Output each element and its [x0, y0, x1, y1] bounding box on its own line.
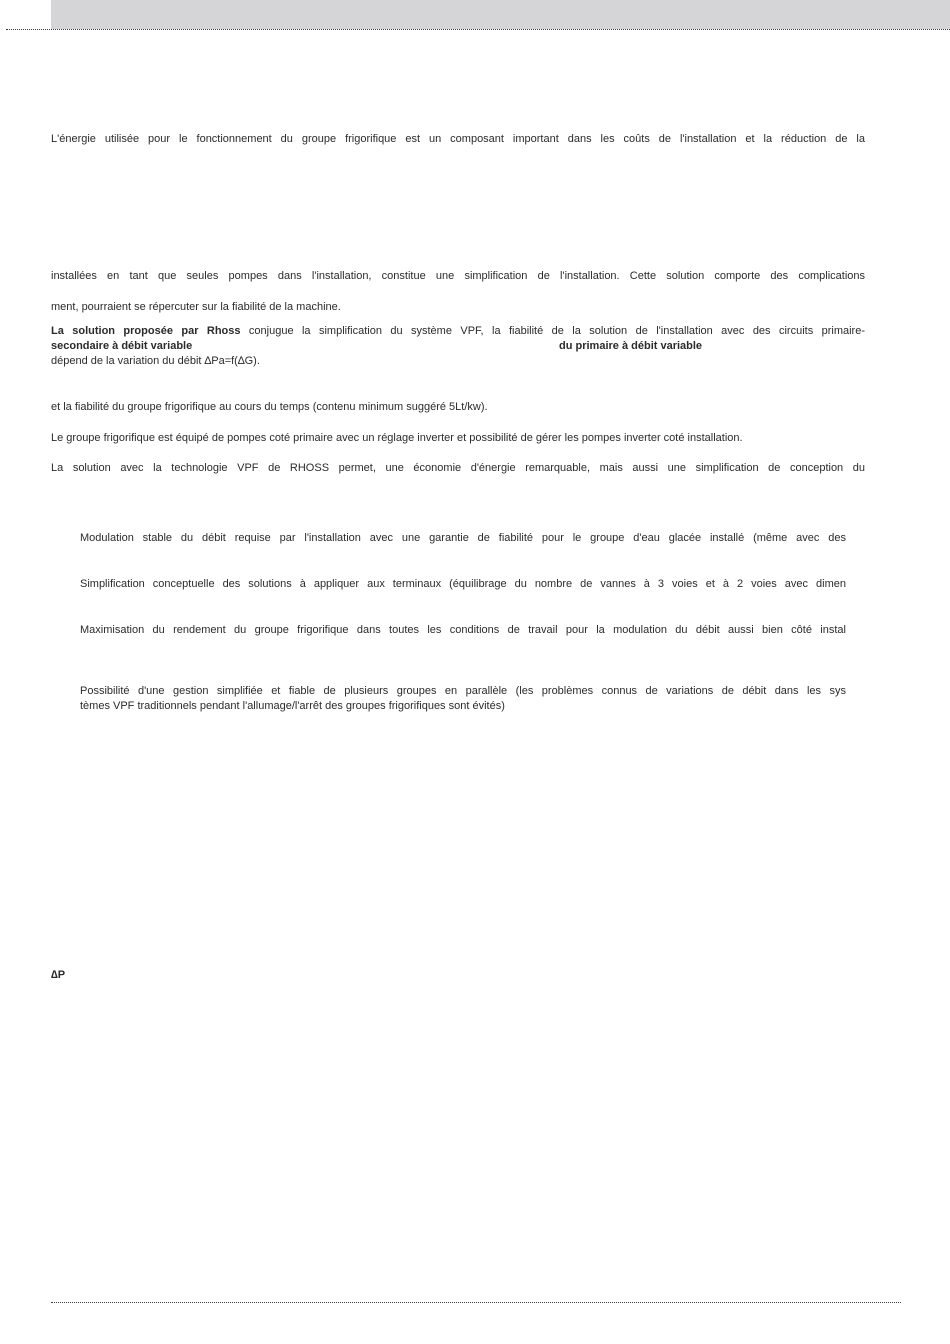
paragraph-pumps: installées en tant que seules pompes dans l'installation, constitue une simplification de l'installation. Cette solution comporte des complications — [51, 270, 865, 282]
variation-formula-end: G). — [244, 355, 260, 367]
primary-variable-flow: du primaire à débit variable — [559, 340, 703, 352]
delta-p-label — [51, 968, 65, 982]
solution-text: conjugue la simplification du système VPF, la fiabilité de la solution de l'installation avec des circuits primaire- — [240, 325, 865, 337]
variation-text: dépend de la variation du débit — [51, 355, 205, 367]
paragraph-reliability: ment, pourraient se répercuter sur la fiabilité de la machine. — [51, 301, 341, 313]
bullet-simplification: Simplification conceptuelle des solutions à appliquer aux terminaux (équilibrage du nombre de vannes à 3 voies et à 2 voies avec dimen — [80, 578, 846, 590]
pressure-letter: P — [57, 969, 66, 981]
solution-bold-text: La solution proposée par Rhoss — [51, 325, 241, 337]
paragraph-contents: et la fiabilité du groupe frigorifique au cours du temps (contenu minimum suggéré 5Lt/kw). — [51, 401, 488, 413]
top-divider — [6, 29, 950, 30]
paragraph-vpf: La solution avec la technologie VPF de RHOSS permet, une économie d'énergie remarquable, mais aussi une simplification de conception du — [51, 462, 865, 474]
paragraph-variation — [51, 354, 865, 368]
bottom-divider — [51, 1302, 901, 1303]
bullet-modulation: Modulation stable du débit requise par l'installation avec une garantie de fiabilité pour le groupe d'eau glacée installé (même avec des — [80, 532, 846, 544]
paragraph-solution — [51, 324, 865, 338]
bullet-possibility-continued: tèmes VPF traditionnels pendant l'allumage/l'arrêt des groupes frigorifiques sont évités) — [80, 700, 505, 712]
delta-symbol: ∆ — [204, 355, 212, 367]
delta-symbol: ∆ — [51, 969, 58, 981]
variation-formula: Pa=f( — [211, 355, 238, 367]
bullet-possibility: Possibilité d'une gestion simplifiée et fiable de plusieurs groupes en parallèle (les problèmes connus de variations de débit dans les sys — [80, 685, 846, 697]
delta-symbol: ∆ — [237, 355, 245, 367]
secondary-variable-flow: secondaire à débit variable — [51, 340, 193, 352]
bullet-maximisation: Maximisation du rendement du groupe frigorifique dans toutes les conditions de travail pour la modulation du débit aussi bien côté instal — [80, 624, 846, 636]
header-bar — [51, 0, 950, 29]
paragraph-energy: L'énergie utilisée pour le fonctionnement du groupe frigorifique est un composant important dans les coûts de l'installation et la réduction de la — [51, 133, 865, 145]
paragraph-equipped: Le groupe frigorifique est équipé de pompes coté primaire avec un réglage inverter et possibilité de gérer les pompes inverter coté installation. — [51, 432, 743, 444]
